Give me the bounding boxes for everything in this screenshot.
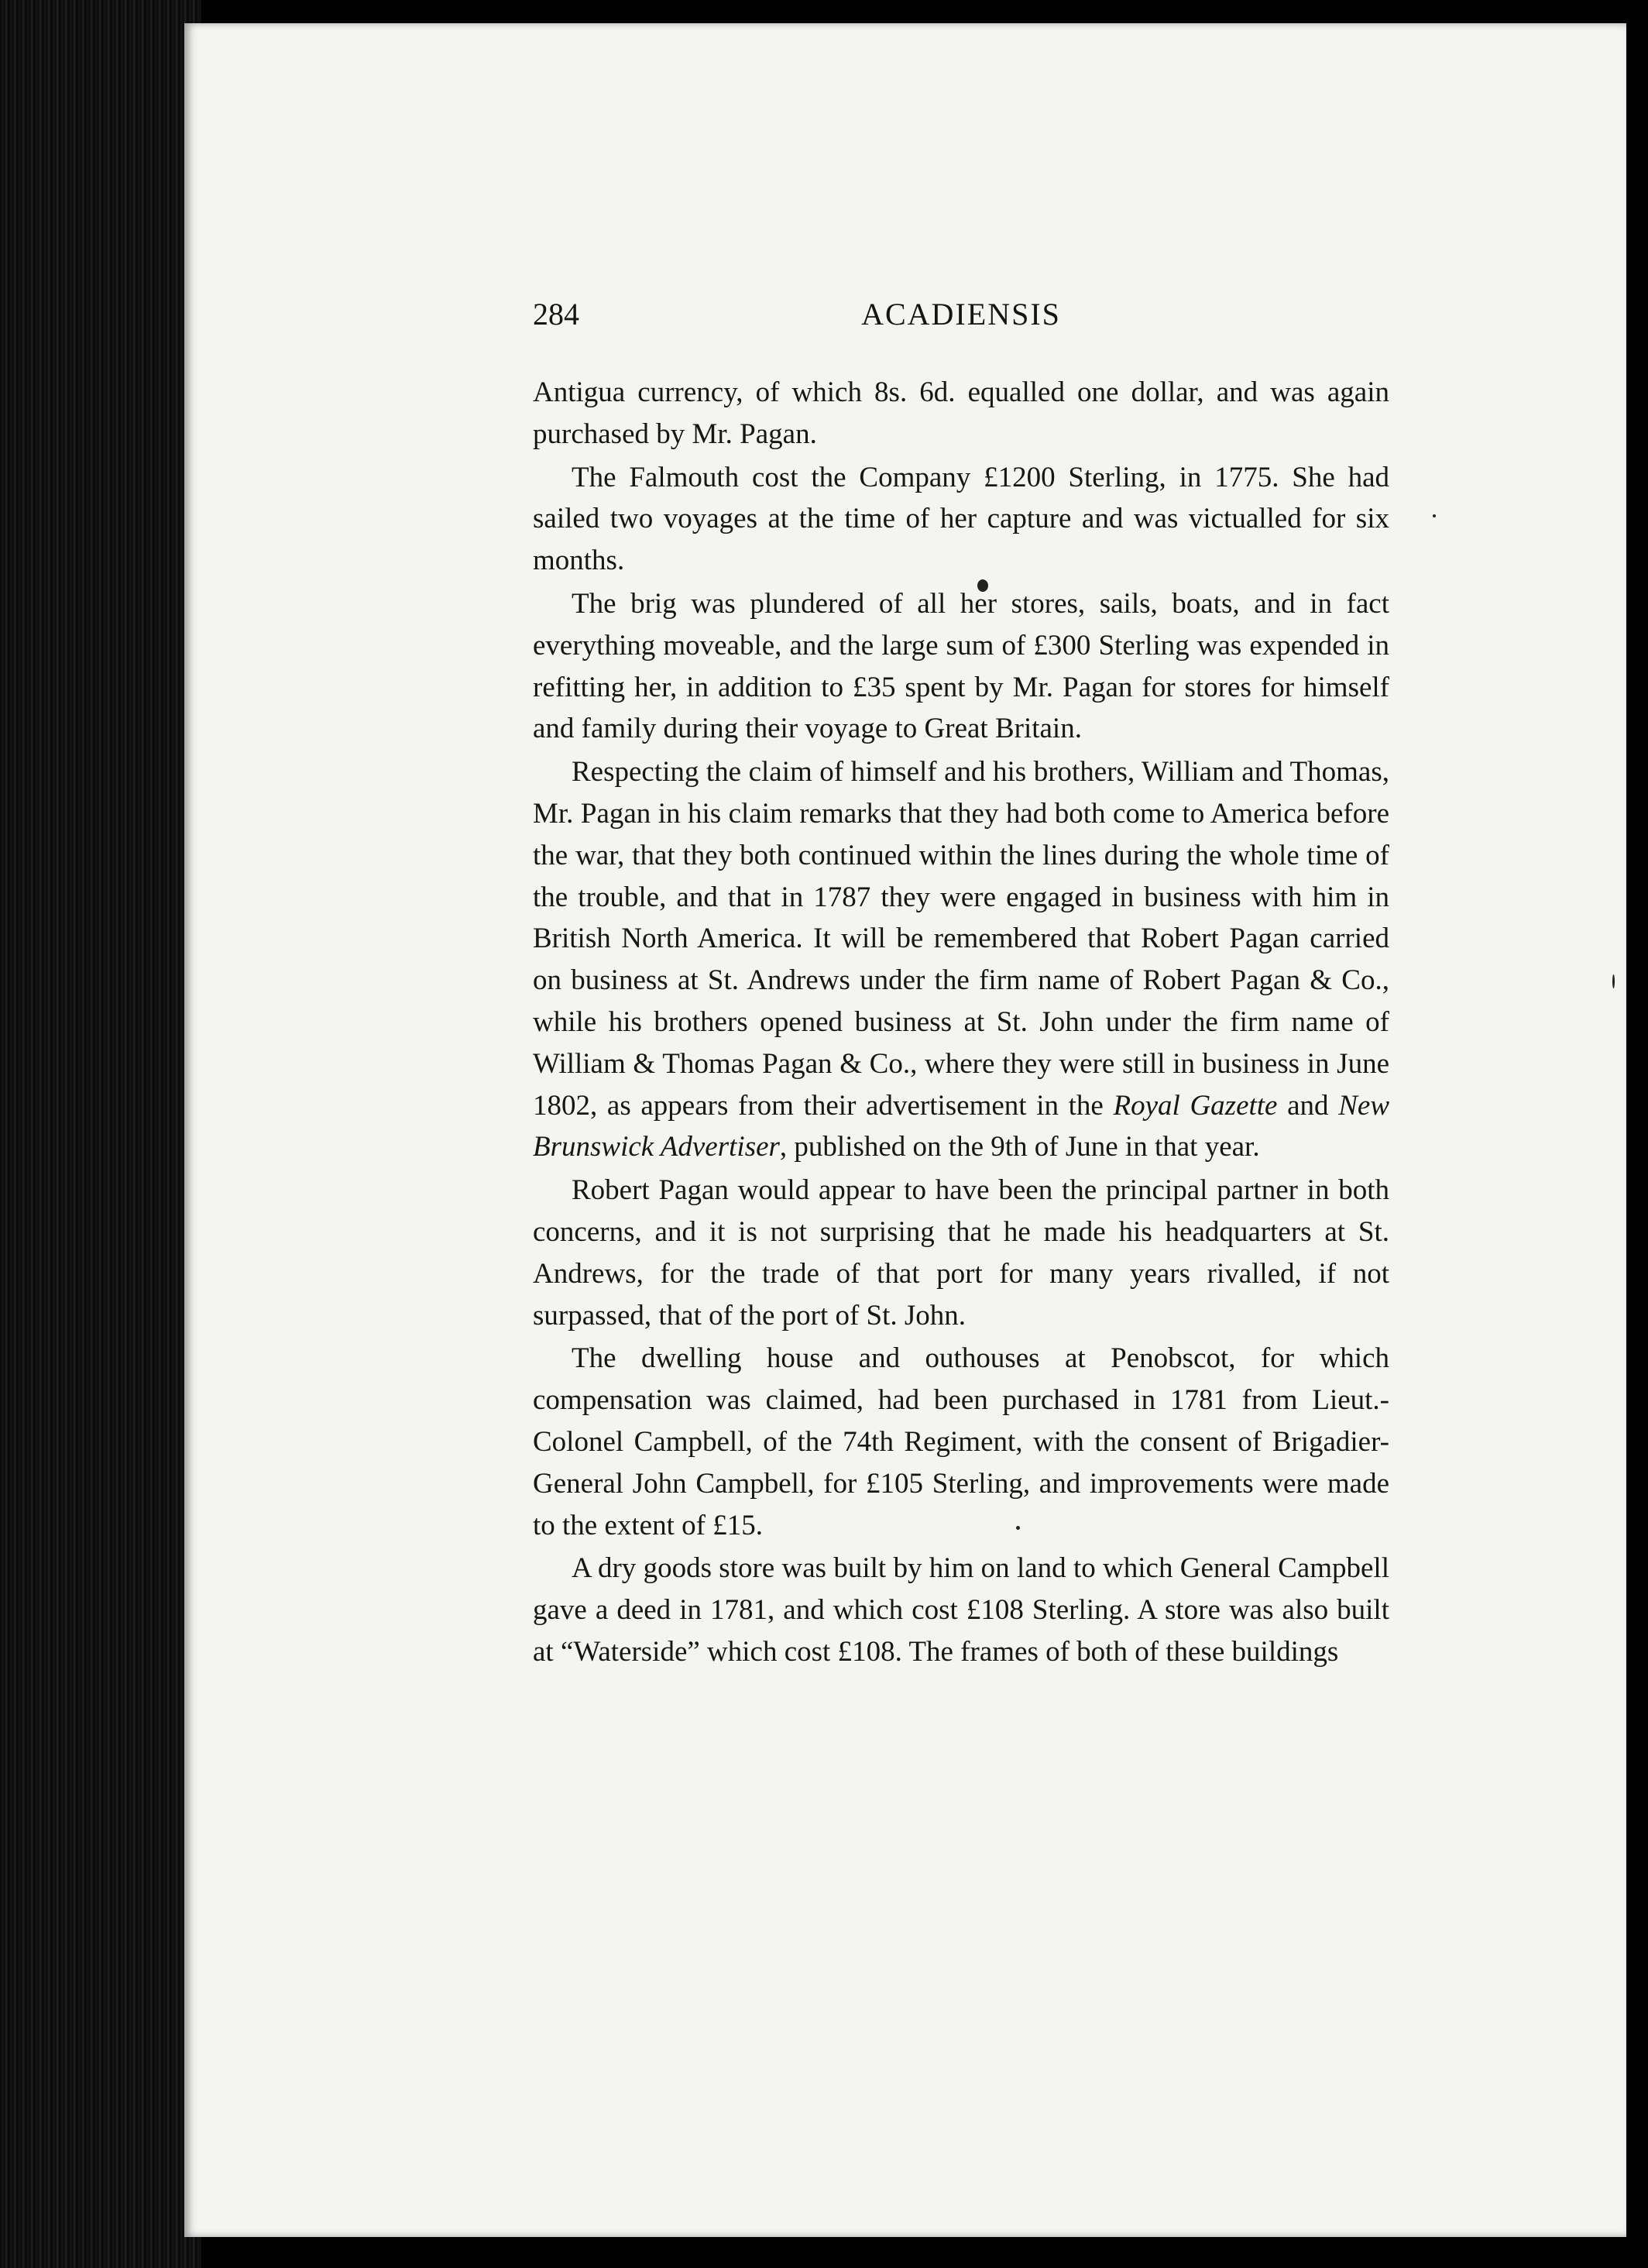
paragraph xyxy=(533,457,1389,582)
text-run: Robert Pagan would appear to have been the principal partner in both concerns, and it is not surprising that he made his headquarters at St. Andrews, for the trade of that port for many years rivalled, if not surpassed, that of the port of St. John. xyxy=(533,1174,1389,1332)
paragraph xyxy=(533,1338,1389,1546)
paragraph xyxy=(533,583,1389,750)
page-number: 284 xyxy=(533,297,579,332)
text-run: Respecting the claim of himself and his brothers, William and Thomas, Mr. Pagan in his claim remarks that they had both come to America before the war, that they both continued within the lines during the whole time of the trouble, and that in 1787 they were engaged in business with him in British North America. It will be remembered that Robert Pagan carried on business at St. Andrews under the firm name of Robert Pagan & Co., while his brothers opened business at St. John under the firm name of William & Thomas Pagan & Co., where they were still in business in June 1802, as appears from their advertisement in the xyxy=(533,756,1389,1122)
book-spine-edge xyxy=(0,0,201,2268)
italic-title: New Brunswick Advertiser xyxy=(533,1089,1389,1163)
text-run: The brig was plundered of all her stores, sails, boats, and in fact everything moveable, and the large sum of £300 Sterling was expended in refitting her, in addition to £35 spent by Mr. Pagan for stores for himself and family during their voyage to Great Britain. xyxy=(533,587,1389,745)
paragraph xyxy=(533,1548,1389,1672)
text-run: and xyxy=(1277,1089,1339,1122)
page-header xyxy=(533,296,1389,335)
text-run: A dry goods store was built by him on land to which General Campbell gave a deed in 1781, and which cost £108 Sterling. A store was also built at “Waterside” which cost £108. The frames of both of these buildings xyxy=(533,1552,1389,1668)
paragraph xyxy=(533,372,1389,455)
italic-title: Royal Gazette xyxy=(1113,1089,1278,1122)
body-text xyxy=(533,372,1389,1675)
text-run: Antigua currency, of which 8s. 6d. equalled one dollar, and was again purchased by Mr. Pagan. xyxy=(533,376,1389,450)
paragraph xyxy=(533,751,1389,1168)
text-run: The Falmouth cost the Company £1200 Sterling, in 1775. She had sailed two voyages at the time of her capture and was victualled for six months. xyxy=(533,461,1389,577)
text-run: The dwelling house and outhouses at Penobscot, for which compensation was claimed, had been purchased in 1781 from Lieut.-Colonel Campbell, of the 74th Regiment, with the consent of Brigadier-General John Campbell, for £105 Sterling, and improvements were made to the extent of £15. xyxy=(533,1342,1389,1541)
paragraph xyxy=(533,1170,1389,1336)
text-run: , published on the 9th of June in that year. xyxy=(779,1131,1260,1163)
running-title: ACADIENSIS xyxy=(861,297,1061,332)
